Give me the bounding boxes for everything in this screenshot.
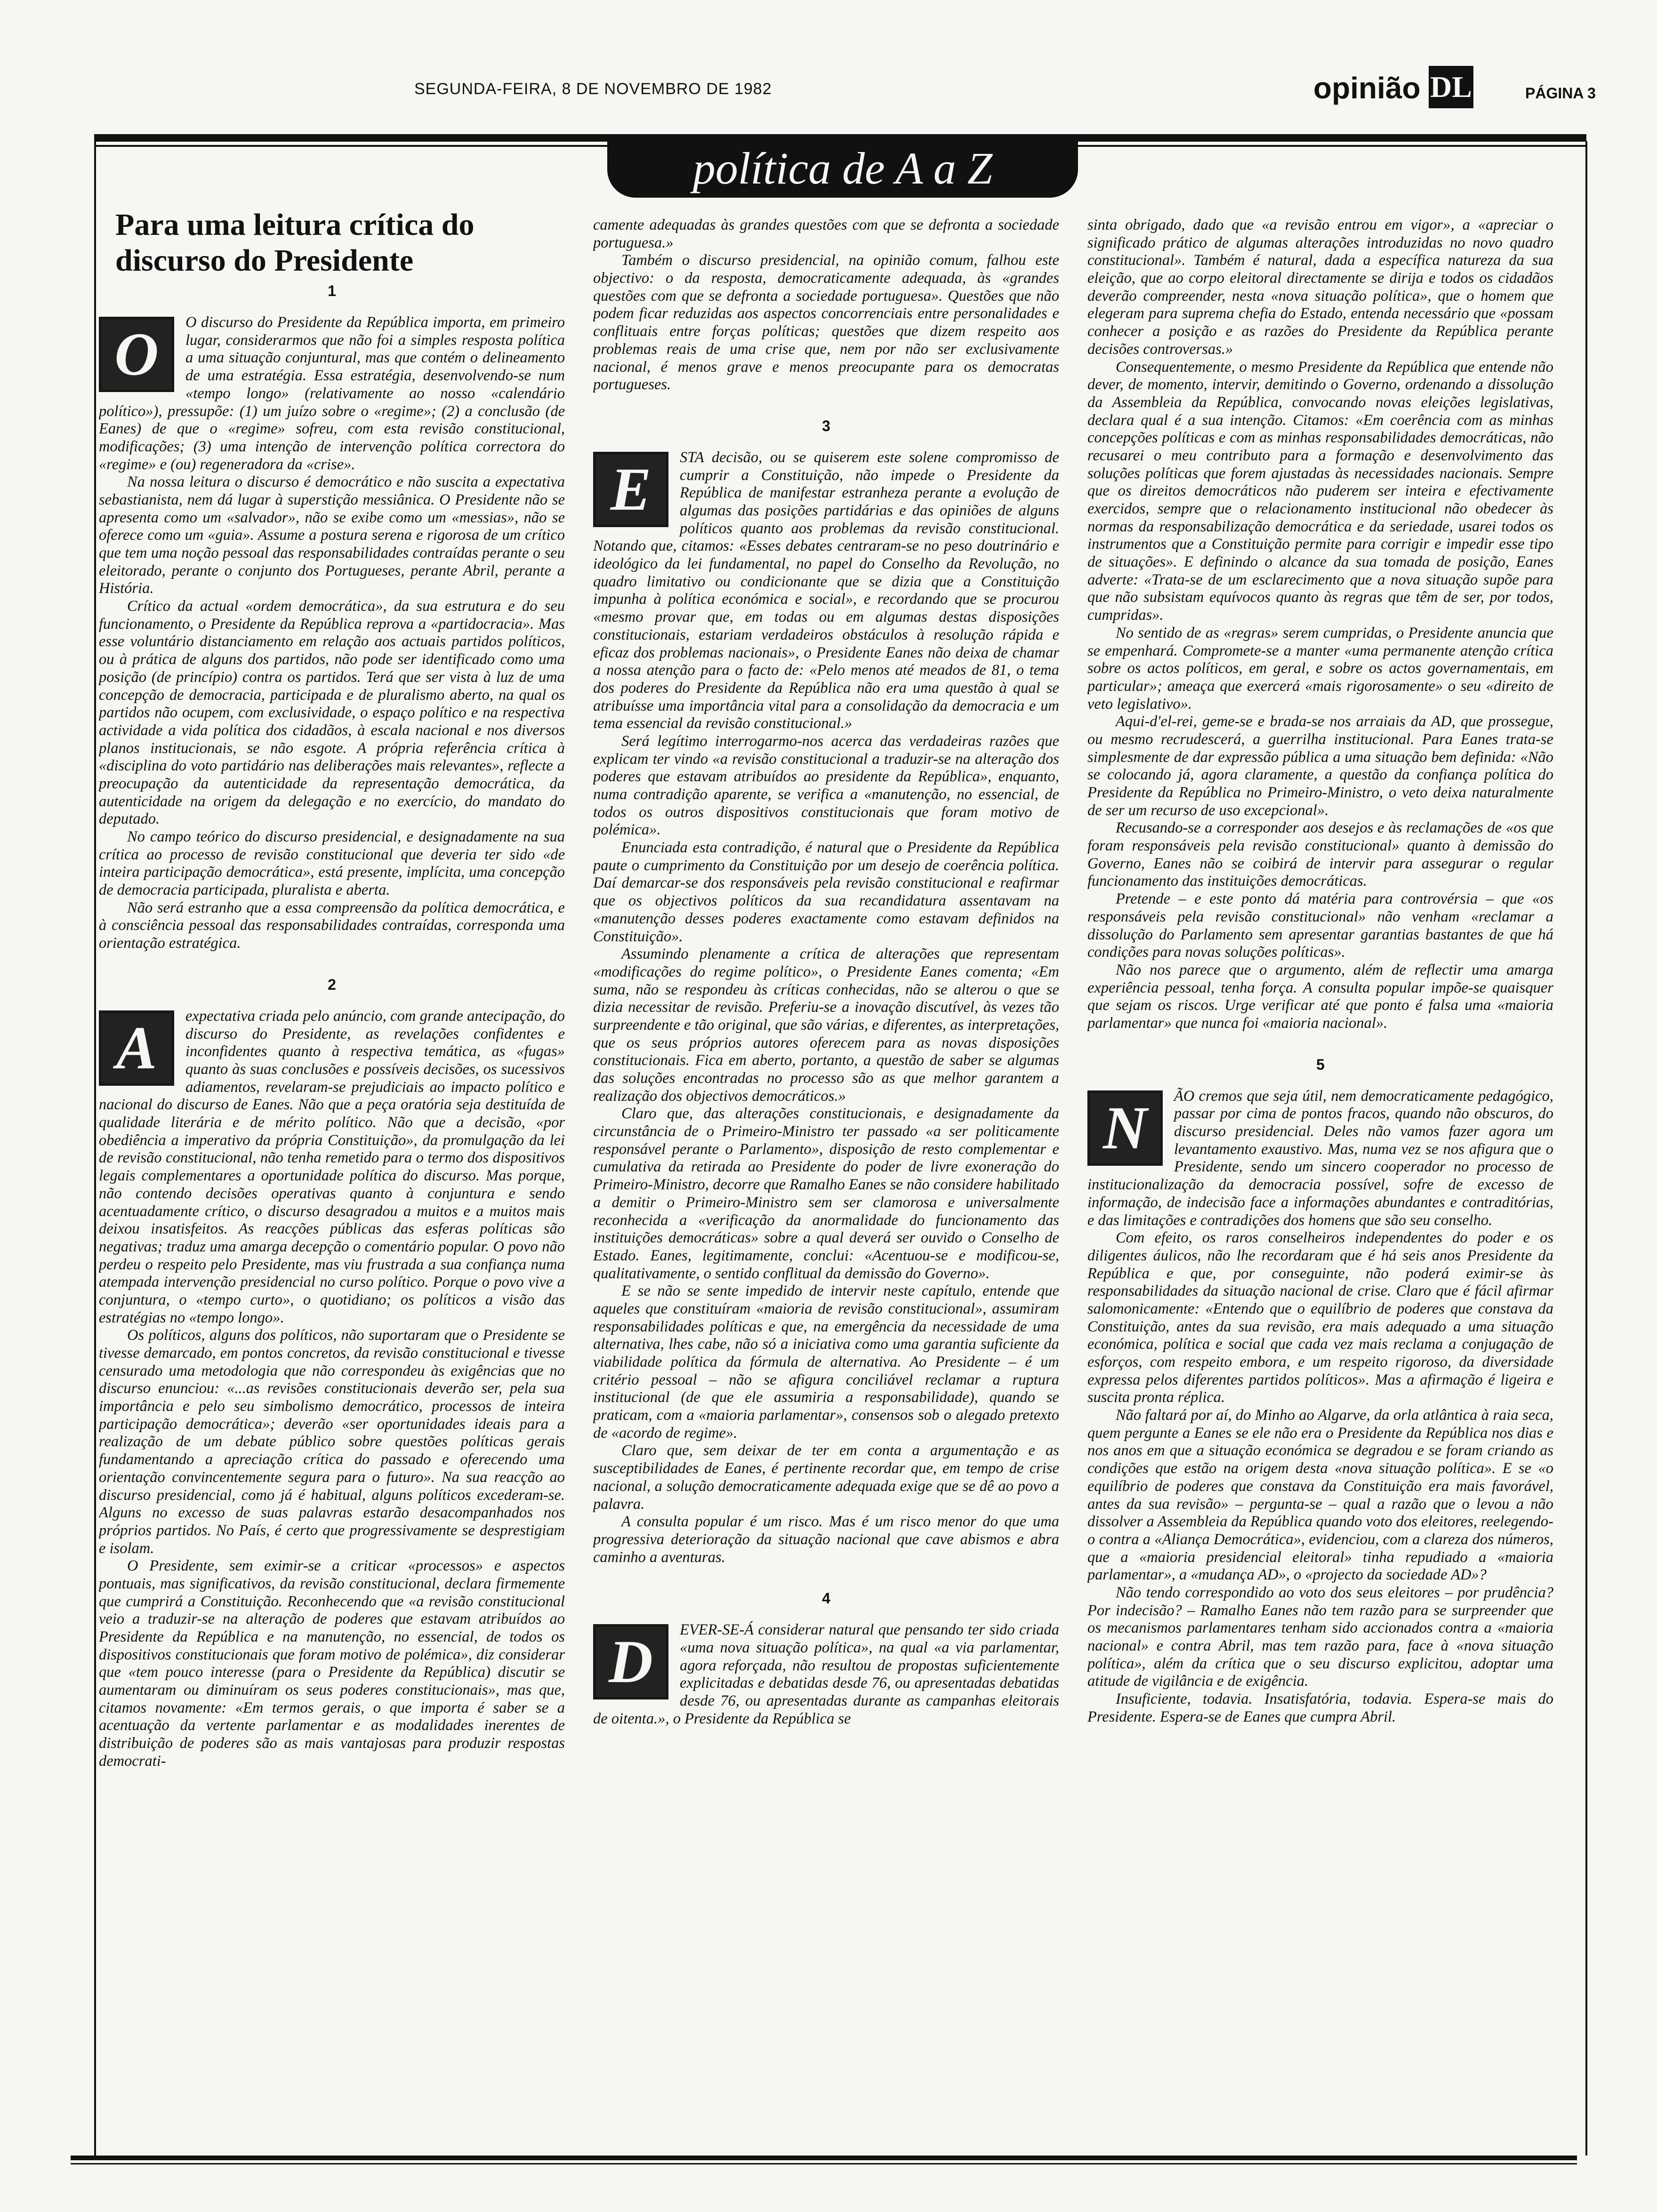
article-title: Para uma leitura crítica do discurso do Presidente — [115, 208, 475, 278]
paragraph: Na nossa leitura o discurso é democrático e não suscita a expectativa sebastianista, nem dá lugar à superstição messiânica. O Presidente não se apresenta como um «salvador», não se exibe como um «messias», não se oferece como um «guia». Assume a postura serena e rigorosa de um crítico que tem uma noção pessoal das responsabilidades contraídas perante o seu eleitorado, perante o conjunto dos Portugueses, perante Abril, perante a História. — [99, 473, 565, 597]
paragraph: Com efeito, os raros conselheiros independentes do poder e os diligentes áulicos, não lhe recordaram que é há seis anos Presidente da República e que, por conseguinte, não poderá eximir-se às responsabilidades da situação nacional de crise. Claro que é fácil afirmar salomonicamente: «Entendo que o equilíbrio de poderes que constava da Constituição, antes da sua revisão, era mais adequado a uma situação económica, política e social que cada vez mais reclama a conjugação de esforços, com respeito embora, e um respeito rigoroso, da diversidade expressa pelos diferentes partidos políticos». Mas a afirmação é ligeira e suscita pronta réplica. — [1087, 1229, 1553, 1406]
paragraph: Crítico da actual «ordem democrática», da sua estrutura e do seu funcionamento, o Presidente da República reprova a «partidocracia». Mas esse voluntário distanciamento em relação aos actuais partidos políticos, ou à prática de alguns dos partidos, não pode ser identificado como uma posição (de princípio) contra os partidos. Terá que ser vista à luz de uma concepção de democracia, participada e de pluralismo aberto, na qual os partidos não ocupem, com exclusividade, o espaço político e na respectiva actividade a vida política dos cidadãos, à escala nacional e nos diversos planos institucionais, se não esgote. A própria referência crítica à «disciplina do voto partidário nas deliberações mais relevantes», reflecte a preocupação da autenticidade da representação democrática, da autenticidade na origem da delegação e no exercício, do mandato do deputado. — [99, 598, 565, 828]
paragraph: E se não se sente impedido de intervir neste capítulo, entende que aqueles que constituíram «maioria de revisão constitucional», assumiram responsabilidades políticas e que, na emergência da necessidade de uma alternativa, lhes cabe, não só a iniciativa como uma garantia suficiente da viabilidade política da fórmula de alternativa. Ao Presidente – é um critério pessoal – não se afigura conciliável reclamar a ruptura institucional (de que ele assumiria a responsabilidade), quando se praticam, com a «maioria parlamentar», consensos sob o alegado pretexto de «acordo de regime». — [593, 1282, 1059, 1442]
paragraph: Não faltará por aí, do Minho ao Algarve, da orla atlântica à raia seca, quem pergunte a Eanes se ele não era o Presidente da República nos dias e nos anos em que a situação económica se degradou e se foram criando as condições que estão na origem desta «nova situação política». E se «o equilíbrio de poderes que constava da Constituição era mais favorável, antes da sua revisão» – pergunta-se – qual a razão que o levou a não dissolver a Assembleia da República quando voto dos eleitores, reelegendo-o contra a «Aliança Democrática», evidenciou, com a clareza dos números, que a «maioria presidencial eleitoral» tinha repudiado a «maioria parlamentar», a «mudança AD», o «projecto da sociedade AD»? — [1087, 1407, 1553, 1584]
paragraph: Aqui-d'el-rei, geme-se e brada-se nos arraiais da AD, que prossegue, ou mesmo recrudescerá, a guerrilha institucional. Para Eanes trata-se simplesmente de dar expressão pública a uma situação bem definida: «Não se colocando já, agora claramente, a questão da confiança política do Presidente da República no Primeiro-Ministro, o veto deixa naturalmente de ser um recurso de uso excepcional». — [1087, 713, 1553, 819]
paragraph: Insuficiente, todavia. Insatisfatória, todavia. Espera-se mais do Presidente. Espera-se de Eanes que cumpra Abril. — [1087, 1691, 1553, 1725]
paragraph: sinta obrigado, dado que «a revisão entrou em vigor», a «apreciar o significado prático de algumas alterações introduzidas no novo quadro constitucional». Também é natural, dada a específica natureza da sua eleição, que ao corpo eleitoral directamente se dirija e todos os cidadãos deverão compreender, nesta «nova situação política», que o homem que elegeram para suprema chefia do Estado, entenda necessário que «possam conhecer a posição e as razões do Presidente da República perante decisões controversas.» — [1087, 216, 1553, 358]
dropcap: E — [593, 452, 668, 527]
paragraph: Enunciada esta contradição, é natural que o Presidente da República paute o cumprimento da Constituição por um desejo de coerência política. Daí demarcar-se dos responsáveis pela revisão constitucional e reafirmar que os objectivos políticos da sua recandidatura assentavam na «manutenção desses poderes exactamente como estavam definidos na Constituição». — [593, 839, 1059, 945]
paragraph: Assumindo plenamente a crítica de alterações que representam «modificações do regime político», o Presidente Eanes comenta; «Em suma, não se respondeu às críticas conhecidas, não se alterou o que se dizia necessitar de revisão. Preferiu-se a inovação discutível, às vezes tão surpreendente e tão original, que são várias, e diferentes, as interpretações, que os seus próprios autores oferecem para as novas disposições constitucionais. Fica em aberto, portanto, a questão de saber se algumas das soluções encontradas no processo são as que melhor garantem a realização dos objectivos democráticos.» — [593, 946, 1059, 1105]
bottom-rule-thin — [71, 2163, 1577, 2164]
paragraph: Não tendo correspondido ao voto dos seus eleitores – por prudência? Por indecisão? – Ramalho Eanes não tem razão para se surpreender que os mecanismos parlamentares tenham sido accionados contra a «maioria nacional» e contra Abril, mas tem razão para, face à «nova situação política», além da crítica que o seu discurso explicitou, adoptar uma atitude de vigilância e de exigência. — [1087, 1584, 1553, 1690]
top-rule — [94, 134, 1586, 142]
paragraph: Recusando-se a corresponder aos desejos e às reclamações de «os que foram responsáveis pela revisão constitucional» quanto à demissão do Governo, Eanes não se coibirá de intervir para assegurar o regular funcionamento das instituições democráticas. — [1087, 819, 1553, 890]
column-banner: política de A a Z — [607, 141, 1078, 198]
page-number: PÁGINA 3 — [1525, 85, 1596, 102]
section-number: 4 — [822, 1590, 830, 1607]
paragraph: Pretende – e este ponto dá matéria para controvérsia – que «os responsáveis pela revisão constitucional» não venham «reclamar a dissolução do Parlamento sem apresentar garantias bastantes de que há condições para novas soluções políticas». — [1087, 890, 1553, 961]
paragraph: A consulta popular é um risco. Mas é um risco menor do que uma progressiva deterioração da situação nacional que cave abismos e abra caminho a aventuras. — [593, 1513, 1059, 1566]
paragraph: Não será estranho que a essa compreensão da política democrática, e à consciência pessoal das responsabilidades contraídas, corresponda uma orientação estratégica. — [99, 899, 565, 952]
column-3 — [1087, 216, 1553, 2146]
section-name: opinião — [1313, 71, 1421, 105]
left-border — [94, 141, 96, 2156]
paragraph: Também o discurso presidencial, na opinião comum, falhou este objectivo: o da resposta, democraticamente adequada, às «grandes questões com que se defronta a sociedade portuguesa». Questões que não podem ficar reduzidas aos aspectos concorrenciais entre personalidades e conflituais entre forças políticas; questões que dizem respeito aos problemas reais de uma crise que, nem por não ser exclusivamente nacional, é menos grave e menos preocupante para os democratas portugueses. — [593, 252, 1059, 393]
paragraph: Claro que, das alterações constitucionais, e designadamente da circunstância de o Primeiro-Ministro ter passado «a ser politicamente responsável perante o Parlamento», disposição de resto complementar e cumulativa da retirada ao Presidente do poder de livre exoneração do Primeiro-Ministro, decorre que Ramalho Eanes se não considere habilitado a demitir o Primeiro-Ministro sem ser clamorosa e universalmente reconhecida a «verificação da anormalidade do funcionamento das instituições democráticas» sobre a qual deverá ser ouvido o Conselho de Estado. Eanes, legitimamente, conclui: «Acentuou-se e modificou-se, qualitativamente, o sentido conflitual da demissão do Governo». — [593, 1105, 1059, 1282]
paragraph: Claro que, sem deixar de ter em conta a argumentação e as susceptibilidades de Eanes, é pertinente recordar que, em tempo de crise nacional, a solução democraticamente adequada exige que se dê ao povo a palavra. — [593, 1442, 1059, 1513]
page-date: SEGUNDA-FEIRA, 8 DE NOVEMBRO DE 1982 — [414, 80, 772, 98]
newspaper-logo: DL — [1429, 66, 1473, 108]
dropcap: N — [1087, 1090, 1163, 1166]
column-1 — [99, 282, 565, 2151]
dropcap: D — [593, 1624, 668, 1699]
paragraph: camente adequadas às grandes questões com que se defronta a sociedade portuguesa.» — [593, 216, 1059, 251]
dropcap: O — [99, 317, 174, 392]
paragraph: O Presidente, sem eximir-se a criticar «processos» e aspectos pontuais, mas significativos, da revisão constitucional, declara firmemente que cumprirá a Constituição. Reconhecendo que «a revisão constitucional veio a traduzir-se na alteração de poderes que estavam atribuídos ao Presidente da República e na manutenção, no essencial, de todos os dispositivos constitucionais que foram motivo de polémica», diz considerar que «tem pouco interesse (para o Presidente da República) discutir se aumentaram ou diminuíram os seus poderes constitucionais», mas que, citamos novamente: «Em termos gerais, o que importa é saber se a acentuação da vertente parlamentar e as modalidades inerentes de distribuição de poderes são as mais vantajosas para produzir respostas democrati- — [99, 1557, 565, 1770]
paragraph: O discurso do Presidente da República importa, em primeiro lugar, considerarmos que não foi a simples resposta política a uma situação conjuntural, mas que contém o delineamento de uma estratégia. Essa estratégia, desenvolvendo-se num «tempo longo» (relativamente ao nosso «calendário político»), pressupõe: (1) um juízo sobre o «regime»; (2) a conclusão (de Eanes) de que o «regime» sofreu, com esta revisão constitucional, modificações; (3) uma intenção de intervenção política correctora do «regime» e (ou) regeneradora da «crise». — [99, 314, 565, 473]
section-number: 5 — [1316, 1056, 1325, 1073]
section-number: 1 — [328, 282, 336, 299]
dropcap: A — [99, 1010, 174, 1086]
paragraph: Os políticos, alguns dos políticos, não suportaram que o Presidente se tivesse demarcado, em pontos concretos, da revisão constitucional e tivesse censurado uma metodologia que não correspondeu às exigências que no discurso enunciou: «...as revisões constitucionais deverão ser, pela sua importância e pelo seu simbolismo democrático, processos de inteira participação democrática»; deverão «ser oportunidades ideais para a realização de um debate público sobre questões políticas gerais fundamentando a apreciação crítica do passado e oferecendo uma orientação convincentemente segura para o futuro». Na sua reacção ao discurso presidencial, como já é habitual, alguns políticos excederam-se. Alguns no excesso de suas palavras estarão desacompanhados nos próprios partidos. No País, é certo que progressivamente se desprestigiam e isolam. — [99, 1327, 565, 1557]
paragraph: ÃO cremos que seja útil, nem democraticamente pedagógico, passar por cima de pontos fracos, quando não obscuros, do discurso presidencial. Deles não vamos fazer agora um levantamento exaustivo. Mas, numa vez se nos afigura que o Presidente, sendo um sincero cooperador no processo de institucionalização da democracia possível, sofre de excesso de informação, de indecisão face a informações abundantes e contraditórias, e das limitações e contradições dos homens que são seu conselho. — [1087, 1087, 1553, 1229]
bottom-rule — [71, 2156, 1577, 2160]
paragraph: STA decisão, ou se quiserem este solene compromisso de cumprir a Constituição, não impede o Presidente da República de manifestar estranheza perante a evolução de algumas das posições partidárias e das opiniões de alguns políticos quanto aos problemas da revisão constitucional. Notando que, citamos: «Esses debates centraram-se no peso doutrinário e ideológico da lei fundamental, no papel do Conselho da Revolução, no quadro limitativo ou condicionante que se dizia que a Constituição impunha à política económica e social», e recordando que se procurou «mesmo provar que, em todas ou em algumas destas disposições constitucionais, estariam verdadeiros obstáculos à resolução rápida e eficaz dos problemas nacionais», o Presidente Eanes não deixa de chamar a nossa atenção para o facto de: «Pelo menos até meados de 81, o tema dos poderes do Presidente da República não era uma questão à qual se atribuísse uma importância vital para a consolidação da democracia e um tema essencial da revisão constitucional.» — [593, 449, 1059, 732]
column-2 — [593, 216, 1059, 2146]
paragraph: Será legítimo interrogarmo-nos acerca das verdadeiras razões que explicam ter vindo «a revisão constitucional a traduzir-se na alteração dos poderes que estavam atribuídos ao presidente da República», enquanto, numa contradição aparente, se verifica a «manutenção, no essencial, de todos os outros dispositivos constitucionais que foram motivo de polémica». — [593, 732, 1059, 839]
paragraph: EVER-SE-Á considerar natural que pensando ter sido criada «uma nova situação política», na qual «a via parlamentar, agora reforçada, não resultou de propostas suficientemente explicitadas e debatidas desde 76, ou apresentadas debatidas desde 76, ou apresentadas durante as campanhas eleitorais de oitenta.», o Presidente da República se — [593, 1621, 1059, 1727]
section-number: 2 — [328, 976, 336, 993]
paragraph: expectativa criada pelo anúncio, com grande antecipação, do discurso do Presidente, as revelações confidentes e inconfidentes quanto à respectiva temática, as «fugas» quanto às suas conclusões e possíveis decisões, os sucessivos adiamentos, revelaram-se prejudiciais ao impacto político e nacional do discurso de Eanes. Não que a peça oratória seja destituída de qualidade literária e de mérito político. Não que a decisão, «por obediência a imperativo da própria Constituição», da promulgação da lei de revisão constitucional, não tenha remetido para o termo dos dispositivos legais complementares a oportunidade política do discurso. Mas porque, não contendo decisões operativas quanto à conjuntura e sendo acentuadamente crítico, o discurso desagradou a muitos e a muitos mais deixou insatisfeitos. As reacções públicas das esferas políticas são negativas; traduz uma amarga decepção o comentário popular. O povo não perdeu o respeito pelo Presidente, mas viu frustrada a sua confiança numa atempada intervenção presidencial no curso político. Porque o povo vive a conjuntura, o «tempo curto», o quotidiano; os políticos a visão das estratégias no «tempo longo». — [99, 1007, 565, 1326]
section-number: 3 — [822, 417, 830, 434]
paragraph: No campo teórico do discurso presidencial, e designadamente na sua crítica ao processo de revisão constitucional que deveria ter sido «de inteira participação democrática», está presente, implícita, uma concepção de democracia participada, pluralista e aberta. — [99, 828, 565, 899]
paragraph: No sentido de as «regras» serem cumpridas, o Presidente anuncia que se empenhará. Compromete-se a manter «uma permanente atenção crítica sobre os actos políticos, em geral, e sobre os actos governamentais, em particular»; ameaça que exercerá «mais rigorosamente» o seu «direito de veto legislativo». — [1087, 624, 1553, 713]
paragraph: Consequentemente, o mesmo Presidente da República que entende não dever, de momento, intervir, demitindo o Governo, ordenando a dissolução da Assembleia da República, convocando novas eleições legislativas, declara qual é a sua intenção. Citamos: «Em coerência com as minhas concepções políticas e com as minhas responsabilidades democráticas, não recusarei o meu contributo para a formação e desenvolvimento das soluções políticas que forem ajustadas às necessidades nacionais. Sempre que os direitos democráticos não puderem ser inteira e efectivamente exercidos, sempre que o relacionamento institucional não obedecer às normas da responsabilização democrática e da seriedade, usarei todos os instrumentos que a Constituição permite para corrigir e impedir esse tipo de situações». E definindo o alcance da sua tomada de posição, Eanes adverte: «Trata-se de um esclarecimento que a nova situação supõe para que não subsistam equívocos quanto às regras que têm de ser, por todos, cumpridas». — [1087, 358, 1553, 624]
paragraph: Não nos parece que o argumento, além de reflectir uma amarga experiência pessoal, tenha força. A consulta popular impõe-se quaisquer que sejam os riscos. Urge verificar até que ponto é falsa uma «maioria parlamentar» que nunca foi «maioria nacional». — [1087, 961, 1553, 1032]
right-border — [1585, 141, 1587, 2156]
